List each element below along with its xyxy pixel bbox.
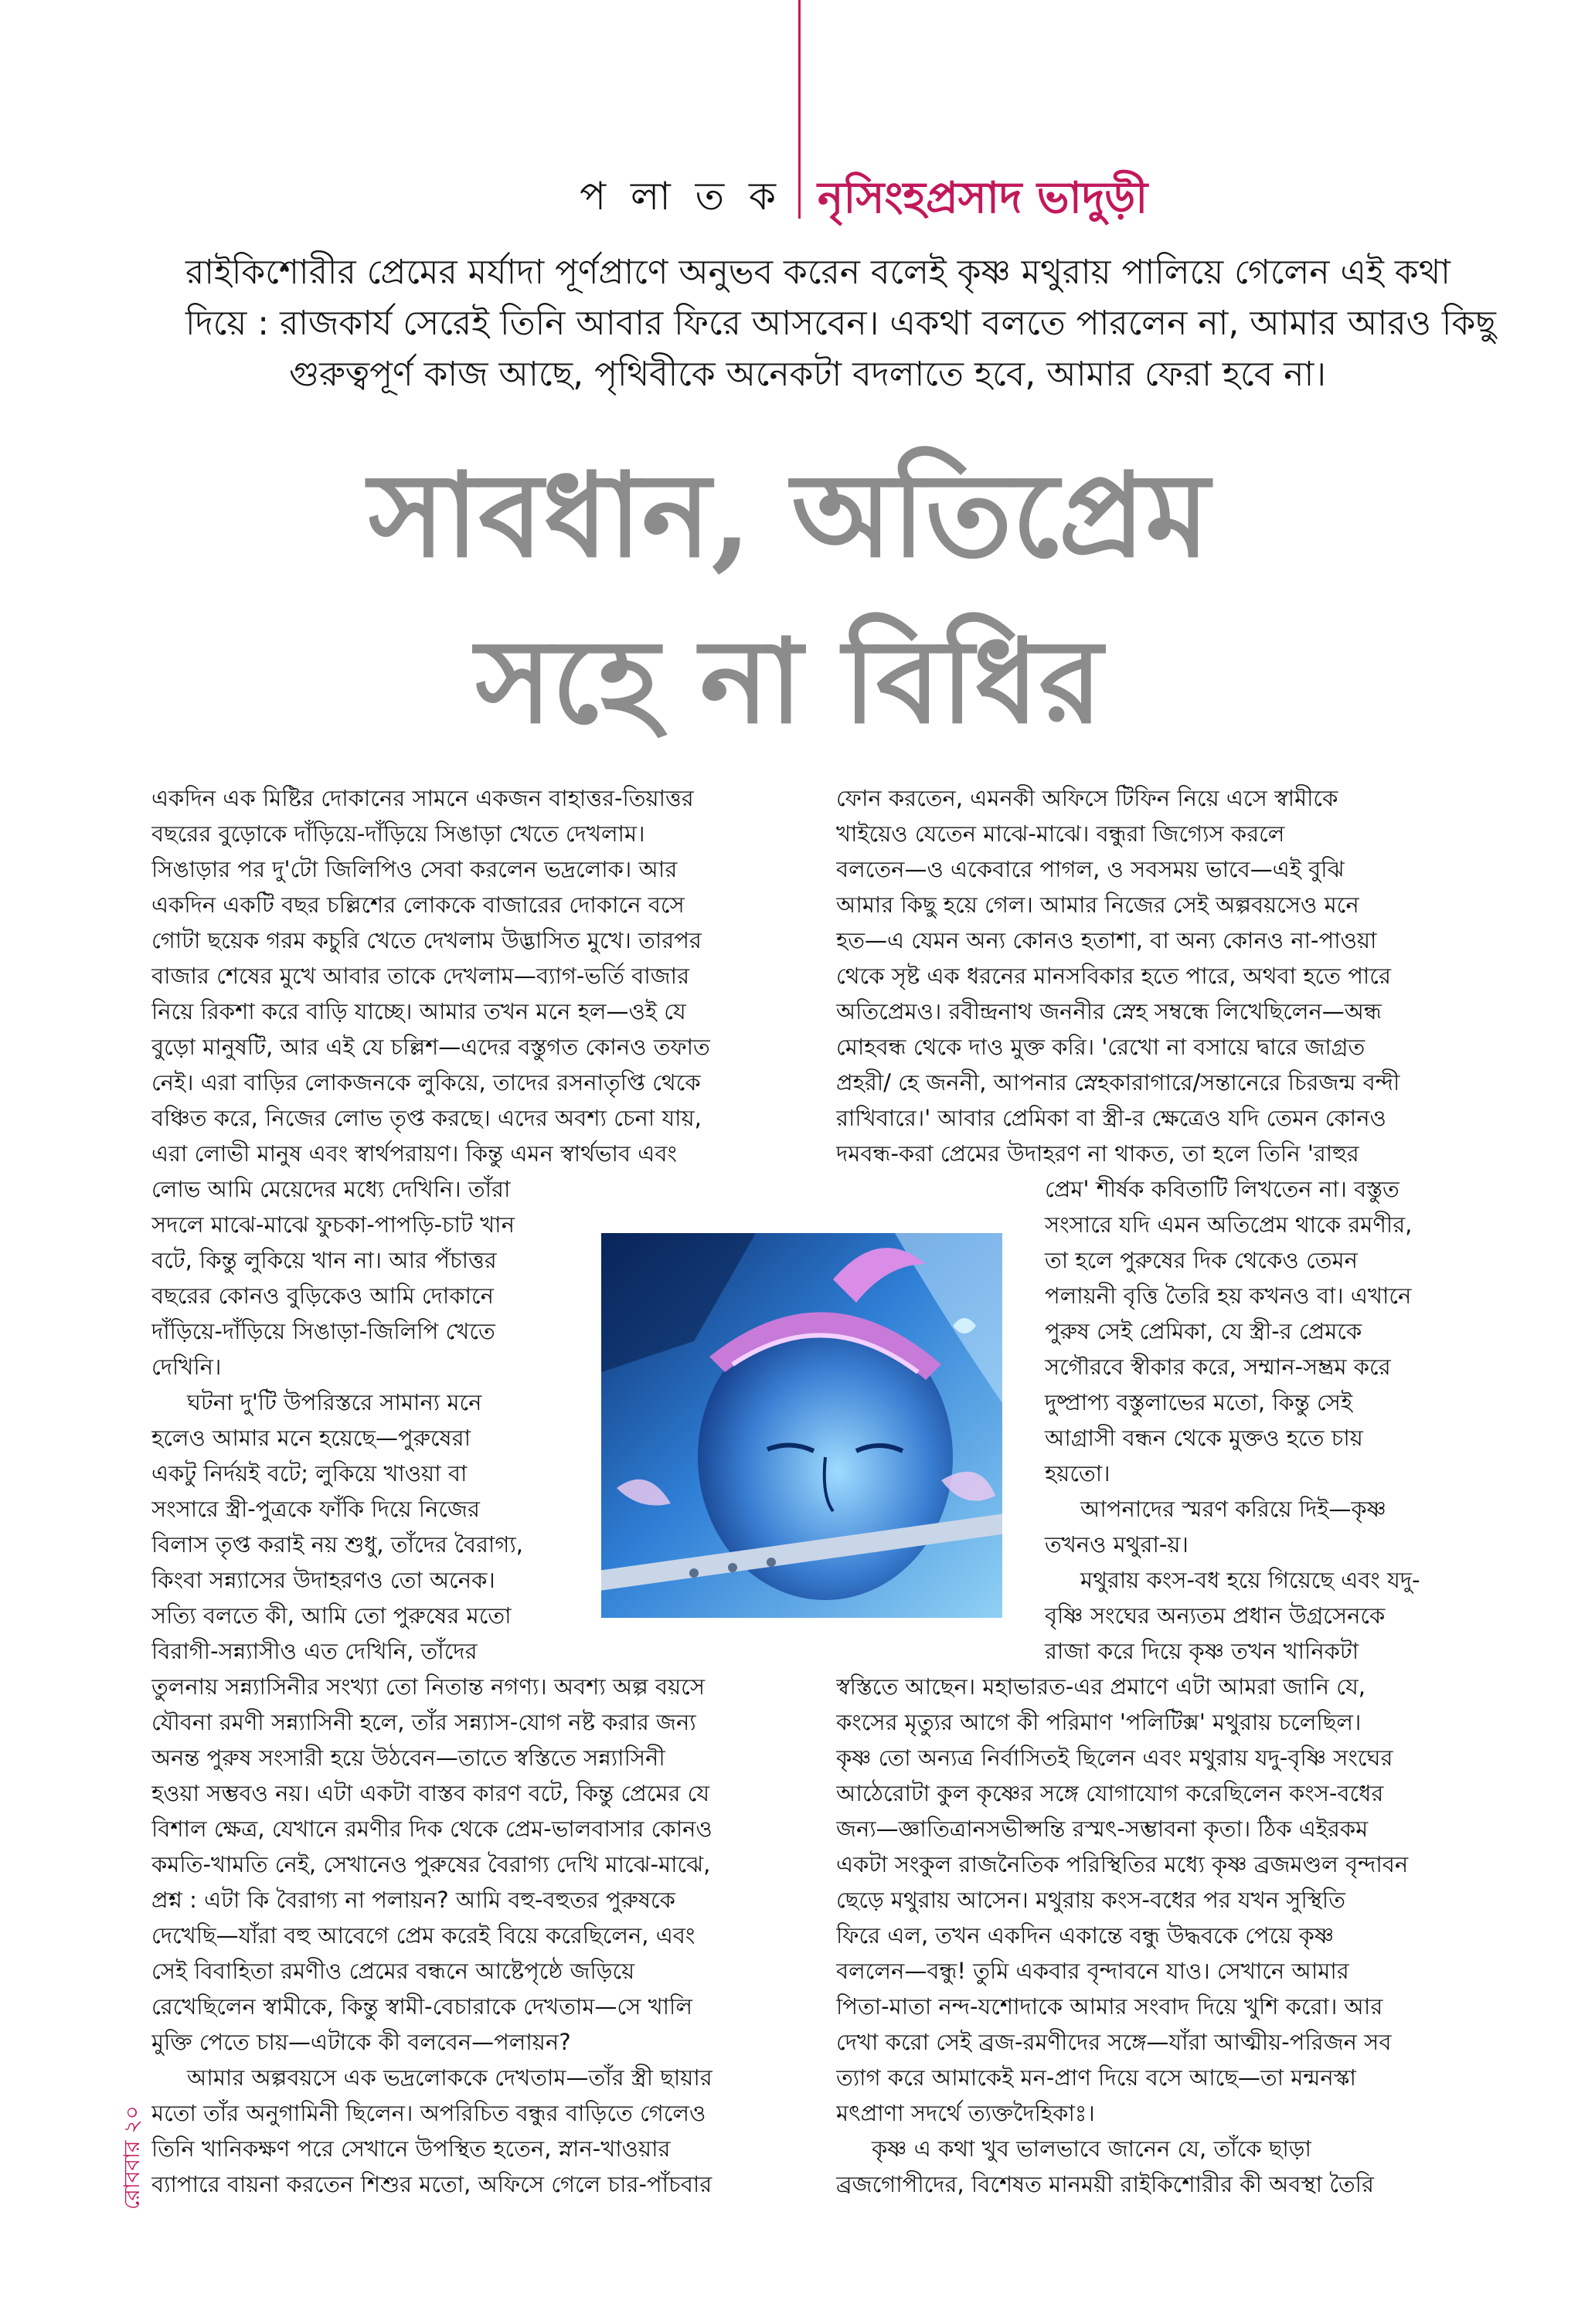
text-line: তিনি খানিকক্ষণ পরে সেখানে উপস্থিত হতেন, স্নান-খাওয়ার — [151, 2135, 671, 2162]
text-line: মতো তাঁর অনুগামিনী ছিলেন। অপরিচিত বন্ধুর বাড়িতে গেলেও — [151, 2100, 706, 2126]
text-line: দেখেছি—যাঁরা বহু আবেগে প্রেম করেই বিয়ে করেছিলেন, এবং — [151, 1922, 695, 1949]
text-line: বিরাগী-সন্ন্যাসীও এত দেখিনি, তাঁদের — [151, 1638, 478, 1664]
text-line: ব্যাপারে বায়না করতেন শিশুর মতো, অফিসে গেলে চার-পাঁচবার — [151, 2171, 712, 2197]
text-line: দমবন্ধ-করা প্রেমের উদাহরণ না থাকত, তা হলে তিনি 'রাহুর — [836, 1140, 1359, 1167]
intro-line: রাইকিশোরীর প্রেমের মর্যাদা পূর্ণপ্রাণে অনুভব করেন বলেই কৃষ্ণ মথুরায় পালিয়ে গেলেন এই কথা — [185, 253, 1450, 292]
text-line: সত্যি বলতে কী, আমি তো পুরুষের মতো — [151, 1602, 512, 1629]
text-line: ফোন করতেন, এমনকী অফিসে টিফিন নিয়ে এসে স্বামীকে — [836, 785, 1338, 811]
text-line: অতিপ্রেমও। রবীন্দ্রনাথ জননীর স্নেহ সম্বন্ধে লিখেছিলেন—অন্ধ — [836, 998, 1382, 1024]
text-line: রেখেছিলেন স্বামীকে, কিন্তু স্বামী-বেচারাকে দেখতাম—সে খালি — [151, 1993, 692, 2020]
text-line: গোটা ছয়েক গরম কচুরি খেতে দেখলাম উদ্ভাসিত মুখে। তারপর — [151, 927, 702, 953]
text-line: বলতেন—ও একেবারে পাগল, ও সবসময় ভাবে—এই বুঝি — [836, 856, 1345, 882]
text-line: খাইয়েও যেতেন মাঝে-মাঝে। বন্ধুরা জিগ্যেস করলে — [836, 821, 1285, 847]
text-line: লোভ আমি মেয়েদের মধ্যে দেখিনি। তাঁরা — [151, 1176, 511, 1202]
text-line: পুরুষ সেই প্রেমিকা, যে স্ত্রী-র প্রেমকে — [1045, 1318, 1362, 1344]
text-line: রাখিবারে।' আবার প্রেমিকা বা স্ত্রী-র ক্ষেত্রেও যদি তেমন কোনও — [836, 1105, 1386, 1131]
text-line: কৃষ্ণ এ কথা খুব ভালভাবে জানেন যে, তাঁকে ছাড়া — [872, 2135, 1311, 2162]
text-line: রাজা করে দিয়ে কৃষ্ণ তখন খানিকটা — [1045, 1638, 1359, 1664]
text-line: তা হলে পুরুষের দিক থেকেও তেমন — [1045, 1247, 1358, 1273]
text-line: পলায়নী বৃত্তি তৈরি হয় কখনও বা। এখানে — [1045, 1283, 1412, 1309]
text-line: দাঁড়িয়ে-দাঁড়িয়ে সিঙাড়া-জিলিপি খেতে — [151, 1318, 495, 1344]
text-line: প্রশ্ন : এটা কি বৈরাগ্য না পলায়ন? আমি বহু-বহুতর পুরুষকে — [151, 1887, 675, 1913]
headline-line: সহে না বিধির — [475, 613, 1103, 749]
text-line: একটা সংকুল রাজনৈতিক পরিস্থিতির মধ্যে কৃষ্ণ ব্রজমণ্ডল বৃন্দাবন — [836, 1851, 1409, 1877]
text-line: প্রহরী/ হে জননী, আপনার স্নেহকারাগারে/সন্তানেরে চিরজন্ম বন্দী — [836, 1069, 1400, 1096]
author-name: নৃসিংহপ্রসাদ ভাদুড়ী — [818, 173, 1148, 223]
text-line: এরা লোভী মানুষ এবং স্বার্থপরায়ণ। কিন্তু এমন স্বার্থভাব এবং — [151, 1140, 677, 1167]
text-line: থেকে সৃষ্ট এক ধরনের মানসবিকার হতে পারে, অথবা হতে পারে — [836, 963, 1391, 989]
text-line: বিলাস তৃপ্ত করাই নয় শুধু, তাঁদের বৈরাগ্য, — [151, 1531, 523, 1558]
text-line: বাজার শেষের মুখে আবার তাকে দেখলাম—ব্যাগ-ভর্তি বাজার — [151, 963, 690, 989]
text-line: কংসের মৃত্যুর আগে কী পরিমাণ 'পলিটিক্স' মথুরায় চলেছিল। — [836, 1709, 1362, 1735]
text-line: মোহবন্ধ থেকে দাও মুক্ত করি। 'রেখো না বসায়ে দ্বারে জাগ্রত — [836, 1034, 1365, 1060]
intro-line: দিয়ে : রাজকার্য সেরেই তিনি আবার ফিরে আসবেন। একথা বলতে পারলেন না, আমার আরও কিছু — [185, 304, 1496, 343]
text-line: অনন্ত পুরুষ সংসারী হয়ে উঠবেন—তাতে স্বস্তিতে সন্ন্যাসিনী — [151, 1745, 665, 1771]
text-line: নেই। এরা বাড়ির লোকজনকে লুকিয়ে, তাদের রসনাতৃপ্তি থেকে — [151, 1069, 701, 1096]
text-line: আগ্রাসী বন্ধন থেকে মুক্তও হতে চায় — [1045, 1425, 1363, 1451]
text-line: একদিন একটি বছর চল্লিশের লোককে বাজারের দোকানে বসে — [151, 892, 685, 918]
text-line: সংসারে স্ত্রী-পুত্রকে ফাঁকি দিয়ে নিজের — [151, 1496, 480, 1522]
intro-line: গুরুত্বপূর্ণ কাজ আছে, পৃথিবীকে অনেকটা বদলাতে হবে, আমার ফেরা হবে না। — [289, 355, 1326, 394]
text-line: জন্য—জ্ঞাতিত্রানসভীপ্সন্তি রস্মৎ-সম্ভাবনা কৃতা। ঠিক এইরকম — [836, 1816, 1369, 1842]
text-line: একটু নির্দয়ই বটে; লুকিয়ে খাওয়া বা — [151, 1460, 468, 1486]
text-line: সগৌরবে স্বীকার করে, সম্মান-সম্ভ্রম করে — [1045, 1354, 1391, 1380]
text-line: বললেন—বন্ধু! তুমি একবার বৃন্দাবনে যাও। সেখানে আমার — [836, 1958, 1349, 1984]
text-line: হয়তো। — [1045, 1460, 1110, 1486]
text-line: আমার কিছু হয়ে গেল। আমার নিজের সেই অল্পবয়সেও মনে — [836, 892, 1359, 918]
text-line: কৃষ্ণ তো অন্যত্র নির্বাসিতই ছিলেন এবং মথুরায় যদু-বৃষ্ণি সংঘের — [836, 1745, 1393, 1771]
text-line: বৃষ্ণি সংঘের অন্যতম প্রধান উগ্রসেনকে — [1045, 1602, 1386, 1629]
text-line: সদলে মাঝে-মাঝে ফুচকা-পাপড়ি-চাট খান — [151, 1211, 515, 1238]
text-line: হত—এ যেমন অন্য কোনও হতাশা, বা অন্য কোনও না-পাওয়া — [836, 927, 1377, 953]
page-folio: রোববার ২০ — [119, 2105, 145, 2210]
text-line: বটে, কিন্তু লুকিয়ে খান না। আর পঁচাত্তর — [151, 1247, 497, 1273]
text-line: দেখা করো সেই ব্রজ-রমণীদের সঙ্গে—যাঁরা আত্মীয়-পরিজন সব — [836, 2029, 1392, 2055]
text-line: মথুরায় কংস-বধ হয়ে গিয়েছে এবং যদু- — [1080, 1567, 1420, 1593]
text-line: নিয়ে রিকশা করে বাড়ি যাচ্ছে। আমার তখন মনে হল—ওই যে — [151, 998, 686, 1024]
byline — [0, 158, 1578, 223]
text-line: কিংবা সন্ন্যাসের উদাহরণও তো অনেক। — [151, 1567, 495, 1593]
text-line: আপনাদের স্মরণ করিয়ে দিই—কৃষ্ণ — [1080, 1496, 1386, 1522]
text-line: স্বস্তিতে আছেন। মহাভারত-এর প্রমাণে এটা আমরা জানি যে, — [836, 1673, 1365, 1700]
text-line: হওয়া সম্ভবও নয়। এটা একটা বাস্তব কারণ বটে, কিন্তু প্রেমের যে — [151, 1780, 710, 1806]
text-line: হলেও আমার মনে হয়েছে—পুরুষেরা — [151, 1425, 471, 1451]
section-kicker: প লা ত ক — [580, 174, 782, 219]
text-line: ত্যাগ করে আমাকেই মন-প্রাণ দিয়ে বসে আছে—তা মন্মনস্কা — [836, 2064, 1356, 2091]
text-line: বিশাল ক্ষেত্র, যেখানে রমণীর দিক থেকে প্রেম-ভালবাসার কোনও — [151, 1816, 712, 1842]
text-line: ফিরে এল, তখন একদিন একান্তে বন্ধু উদ্ধবকে পেয়ে কৃষ্ণ — [836, 1922, 1335, 1949]
text-line: বছরের কোনও বুড়িকেও আমি দোকানে — [151, 1283, 494, 1309]
headline — [0, 433, 1578, 765]
text-line: পিতা-মাতা নন্দ-যশোদাকে আমার সংবাদ দিয়ে খুশি করো। আর — [836, 1993, 1383, 2020]
text-line: বছরের বুড়োকে দাঁড়িয়ে-দাঁড়িয়ে সিঙাড়া খেতে দেখলাম। — [151, 821, 645, 847]
text-line: কমতি-খামতি নেই, সেখানেও পুরুষের বৈরাগ্য দেখি মাঝে-মাঝে, — [151, 1851, 711, 1877]
text-line: দুষ্প্রাপ্য বস্তুলাভের মতো, কিন্তু সেই — [1045, 1389, 1353, 1415]
text-line: আঠেরোটা কুল কৃষ্ণের সঙ্গে যোগাযোগ করেছিলেন কংস-বধের — [836, 1780, 1384, 1806]
text-line: দেখিনি। — [151, 1354, 222, 1380]
text-line: সেই বিবাহিতা রমণীও প্রেমের বন্ধনে আষ্টেপৃষ্ঠে জড়িয়ে — [151, 1958, 635, 1984]
intro-deck — [185, 247, 1496, 400]
text-line: ব্রজগোপীদের, বিশেষত মানময়ী রাইকিশোরীর কী অবস্থা তৈরি — [836, 2171, 1374, 2197]
text-line: তুলনায় সন্ন্যাসিনীর সংখ্যা তো নিতান্ত নগণ্য। অবশ্য অল্প বয়সে — [151, 1673, 705, 1700]
text-line: তখনও মথুরা-য়। — [1045, 1531, 1189, 1558]
text-line: ঘটনা দু'টি উপরিস্তরে সামান্য মনে — [187, 1389, 482, 1415]
text-line: বুড়ো মানুষটি, আর এই যে চল্লিশ—এদের বস্তুগত কোনও তফাত — [151, 1034, 710, 1060]
headline-line: সাবধান, অতিপ্রেম — [368, 447, 1210, 583]
text-line: আমার অল্পবয়সে এক ভদ্রলোককে দেখতাম—তাঁর স্ত্রী ছায়ার — [187, 2064, 712, 2091]
text-line: একদিন এক মিষ্টির দোকানের সামনে একজন বাহাত্তর-তিয়াত্তর — [151, 785, 694, 811]
text-line: বঞ্চিত করে, নিজের লোভ তৃপ্ত করছে। এদের অবশ্য চেনা যায়, — [151, 1105, 702, 1131]
text-line: সংসারে যদি এমন অতিপ্রেম থাকে রমণীর, — [1045, 1211, 1413, 1238]
text-line: সিঙাড়ার পর দু'টো জিলিপিও সেবা করলেন ভদ্রলোক। আর — [151, 856, 678, 882]
text-line: ছেড়ে মথুরায় আসেন। মথুরায় কংস-বধের পর যখন সুস্থিতি — [836, 1887, 1345, 1913]
text-line: মৎপ্রাণা সদর্থে ত্যক্তদৈহিকাঃ। — [836, 2100, 1095, 2126]
text-line: যৌবনা রমণী সন্ন্যাসিনী হলে, তাঁর সন্ন্যাস-যোগ নষ্ট করার জন্য — [151, 1709, 696, 1735]
text-line: মুক্তি পেতে চায়—এটাকে কী বলবেন—পলায়ন? — [151, 2029, 571, 2055]
krishna-painting — [601, 1233, 1002, 1618]
text-line: প্রেম' শীর্ষক কবিতাটি লিখতেন না। বস্তুত — [1045, 1176, 1399, 1202]
